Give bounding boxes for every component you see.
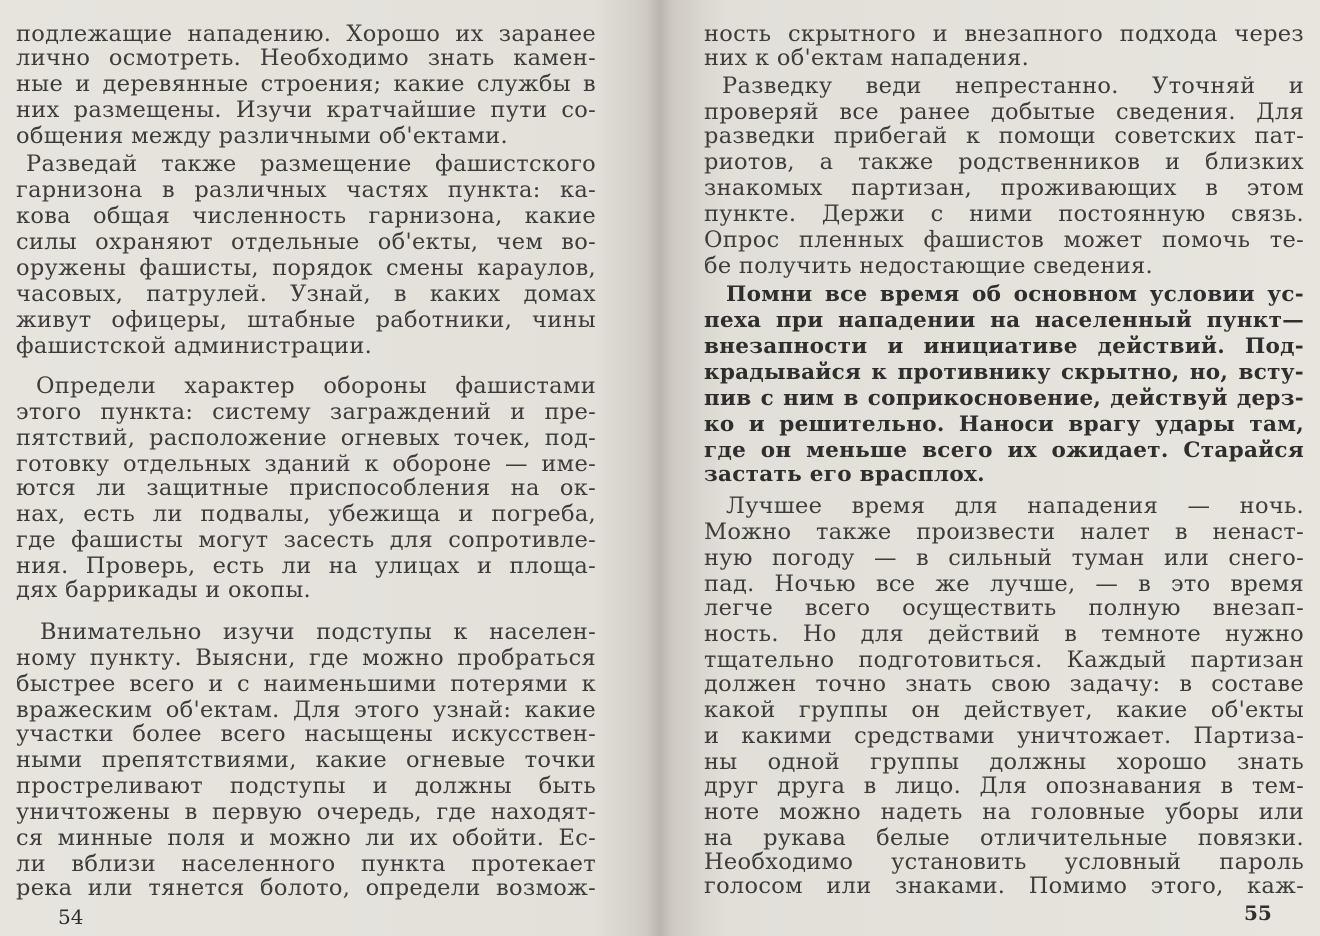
left-text-line: ными препятствиями, какие огневые точки [16,748,596,773]
left-text-line: лично осмотреть. Необходимо знать камен- [16,46,596,71]
left-text-line: этого пункта: систему заграждений и пре- [16,400,596,425]
left-text-line: где фашисты могут засесть для сопротивле- [16,528,596,553]
left-text-line: готовку отдельных зданий к обороне — име- [16,452,596,477]
right-text-line: должен точно знать свою задачу: в составе [704,672,1304,697]
right-text-line: тщательно подготовиться. Каждый партизан [704,648,1304,673]
left-text-line: подлежащие нападению. Хорошо их заранее [16,22,596,47]
left-text-line: часовых, патрулей. Узнай, в каких домах [16,282,596,307]
right-text-line: где он меньше всего их ожидает. Старайся [704,438,1304,463]
right-text-line: знакомых партизан, проживающих в этом [704,176,1304,201]
right-text-line: друг друга в лицо. Для опознавания в тем- [704,774,1304,799]
right-text-line: крадывайся к противнику скрытно, но, всту- [704,360,1304,385]
left-text-line: ся минные поля и можно ли их обойти. Ес- [16,826,596,851]
right-text-line: Помни все время об основном условии ус- [726,282,1304,307]
right-text-line: бе получить недостающие сведения. [704,254,1153,279]
left-text-line: участки более всего насыщены искусствен- [16,722,596,747]
left-text-line: ются ли защитные приспособления на ок- [16,476,596,501]
right-text-line: ноте можно надеть на головные уборы или [704,800,1304,825]
left-text-line: живут офицеры, штабные работники, чины [16,308,596,333]
right-text-line: ность скрытного и внезапного подхода через [704,22,1304,47]
left-text-line: гарнизона в различных частях пункта: ка- [16,178,596,203]
right-text-line: застать его врасплох. [704,462,985,487]
left-text-line: силы охраняют отдельные об'екты, чем во- [16,230,596,255]
right-text-line: пад. Ночью все же лучше, — в это время [704,572,1304,597]
left-text-line: общения между различными об'ектами. [16,124,508,149]
left-text-line: вражеским об'ектам. Для этого узнай: какие [16,698,596,723]
right-text-line: ко и решительно. Наноси врагу удары там, [704,412,1304,437]
left-text-line: них размещены. Изучи кратчайшие пути со- [16,98,596,123]
left-text-line: ные и деревянные строения; какие службы в [16,72,596,97]
right-text-line: риотов, а также родственников и близких [704,150,1304,175]
right-text-line: разведки прибегай к помощи советских пат- [704,124,1304,149]
left-text-line: дях баррикады и окопы. [16,578,312,603]
right-text-line: легче всего осуществить полную внезап- [704,596,1304,621]
right-text-line: пеха при нападении на населенный пункт— [704,308,1304,333]
page-number-left: 54 [58,905,84,929]
right-text-line: Разведку веди непрестанно. Уточняй и [722,74,1304,99]
right-text-line: Можно также произвести налет в ненаст- [704,520,1304,545]
left-text-line: оружены фашисты, порядок смены караулов, [16,256,596,281]
right-text-line: внезапности и инициативе действий. Под- [704,334,1304,359]
left-text-line: уничтожены в первую очередь, где находят- [16,800,596,825]
right-text-line: пункте. Держи с ними постоянную связь. [704,202,1304,227]
left-text-line: быстрее всего и с наименьшими потерями к [16,672,596,697]
right-text-line: ны одной группы должны хорошо знать [704,750,1304,775]
right-text-line: Необходимо установить условный пароль [704,850,1304,875]
right-text-line: какой группы он действует, какие об'екты [704,698,1304,723]
left-text-line: Разведай также размещение фашистского [26,152,596,177]
left-text-line: Определи характер обороны фашистами [36,374,596,399]
right-text-line: ную погоду — в сильный туман или снего- [704,546,1304,571]
page-number-right: 55 [1244,901,1272,925]
right-text-line: Лучшее время для нападения — ночь. [726,494,1304,519]
left-text-line: Внимательно изучи подступы к населен- [40,620,596,645]
right-text-line: Опрос пленных фашистов может помочь те- [704,228,1304,253]
right-text-line: пив с ним в соприкосновение, действуй дерз- [704,386,1304,411]
left-text-line: ному пункту. Выясни, где можно пробраться [16,646,596,671]
right-page [660,0,1320,936]
right-text-line: проверяй все ранее добытые сведения. Для [704,100,1304,125]
left-text-line: ли вблизи населенного пункта протекает [16,852,596,877]
right-text-line: и какими средствами уничтожает. Партиза- [704,724,1304,749]
right-text-line: на рукава белые отличительные повязки. [704,826,1304,851]
left-text-line: нах, есть ли подвалы, убежища и погреба, [16,502,596,527]
right-text-line: ность. Но для действий в темноте нужно [704,622,1304,647]
right-text-line: них к об'ектам нападения. [704,46,1030,71]
left-text-line: река или тянется болото, определи возмож- [16,876,596,901]
left-text-line: фашистской администрации. [16,334,373,359]
right-text-line: голосом или знаками. Помимо этого, каж- [704,874,1304,899]
left-text-line: пятствий, расположение огневых точек, под- [16,426,596,451]
left-text-line: простреливают подступы и должны быть [16,774,596,799]
left-text-line: кова общая численность гарнизона, какие [16,204,596,229]
left-text-line: ния. Проверь, есть ли на улицах и площа- [16,554,596,579]
